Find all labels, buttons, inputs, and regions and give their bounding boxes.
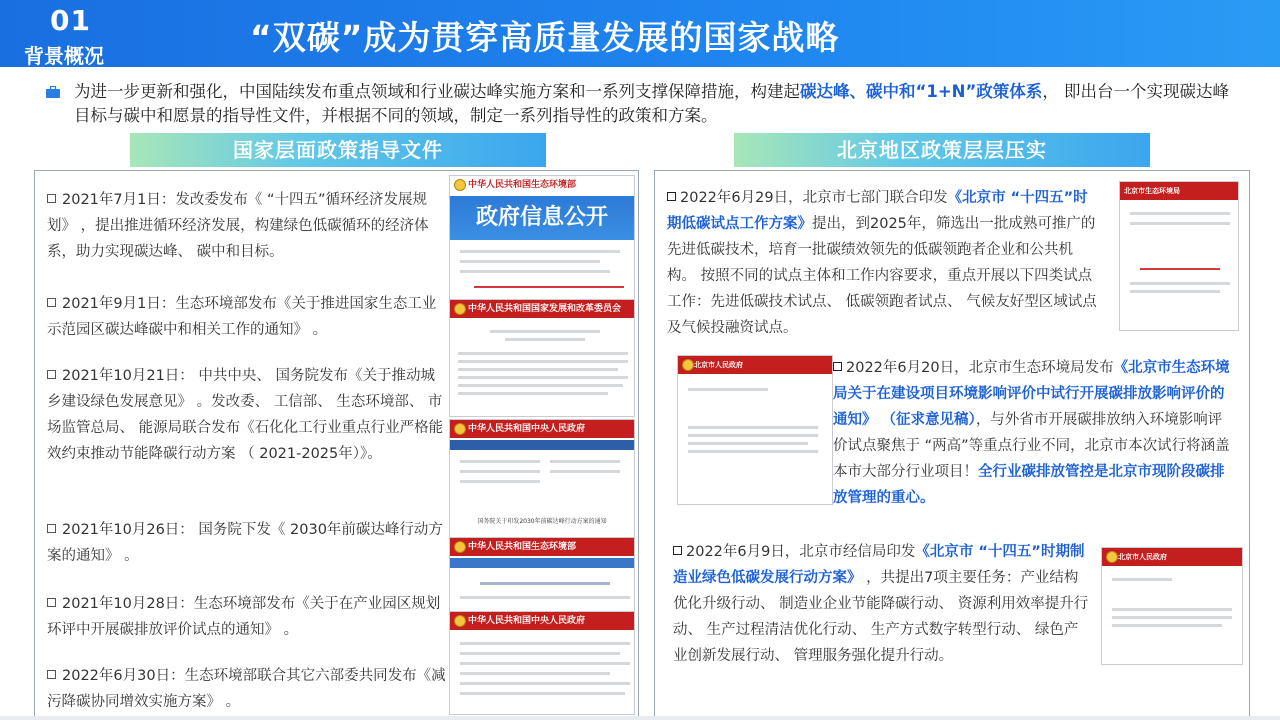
list-item-text: 2021年9月1日：生态环境部发布《关于推进国家生态工业示范园区碳达峰碳中和相关工作的通知》 。 bbox=[47, 296, 437, 338]
emblem-icon bbox=[454, 615, 466, 627]
doc-thumbnail-central-gov bbox=[449, 611, 635, 715]
emblem-icon bbox=[1106, 551, 1118, 563]
emblem-icon bbox=[454, 303, 466, 315]
list-item-text: 2022年6月30日：生态环境部联合其它六部委共同发布《减污降碳协同增效实施方案》 。 bbox=[47, 668, 446, 710]
checkbox-icon bbox=[667, 192, 676, 201]
list-item-highlight: 《北京市 “十四五”时期低碳试点工作方案》 bbox=[667, 190, 1088, 232]
list-item-highlight: 《北京市 “十四五”时期制造业绿色低碳发展行动方案》 bbox=[673, 544, 1085, 586]
list-item-highlight: 《北京市生态环境局关于在建设项目环境影响评价中试行开展碳排放影响评价的通知》 （征求意见稿） bbox=[833, 360, 1230, 428]
intro-text-before: 为进一步更新和强化，中国陆续发布重点领域和行业碳达峰实施方案和一系列支撑保障措施，构建起 bbox=[74, 82, 800, 101]
list-item bbox=[667, 185, 1101, 341]
checkbox-icon bbox=[47, 598, 56, 607]
doc-banner: 北京市人民政府 bbox=[678, 356, 832, 374]
doc-title: 政府信息公开 bbox=[450, 196, 634, 240]
intro-text bbox=[44, 80, 1244, 128]
doc-thumbnail-state-council bbox=[449, 419, 635, 539]
list-item bbox=[47, 187, 447, 265]
doc-banner: 中华人民共和国中央人民政府 bbox=[450, 420, 634, 438]
emblem-icon bbox=[682, 359, 694, 371]
list-item-text: 2021年10月26日： 国务院下发《 2030年前碳达峰行动方案的通知》 。 bbox=[47, 522, 443, 564]
checkbox-icon bbox=[833, 362, 842, 371]
doc-thumbnail-gov-info bbox=[449, 175, 635, 301]
checkbox-icon bbox=[47, 670, 56, 679]
beijing-policy-panel bbox=[654, 170, 1250, 718]
list-item-text: 2022年6月9日，北京市经信局印发 bbox=[686, 544, 916, 560]
doc-banner: 中华人民共和国生态环境部 bbox=[468, 180, 577, 190]
checkbox-icon bbox=[673, 546, 682, 555]
doc-banner: 北京市人民政府 bbox=[1102, 548, 1242, 566]
doc-banner: 北京市生态环境局 bbox=[1120, 182, 1238, 200]
checkbox-icon bbox=[47, 194, 56, 203]
bottom-strip bbox=[0, 716, 1280, 720]
emblem-icon bbox=[454, 179, 466, 191]
list-item bbox=[47, 363, 447, 467]
intro-text-after: ， 即出台一个实现碳达峰目标与碳中和愿景的指导性文件，并根据不同的领域，制定一系列指导性的政策和方案。 bbox=[74, 82, 1230, 125]
doc-thumbnail-ndrc bbox=[449, 299, 635, 417]
tab-beijing-policy: 北京地区政策层层压实 bbox=[734, 133, 1150, 167]
tab-national-policy: 国家层面政策指导文件 bbox=[130, 133, 546, 167]
intro-paragraph bbox=[44, 80, 1244, 128]
list-item bbox=[47, 663, 447, 715]
list-item-text: 2021年7月1日：发改委发布《 “十四五”循环经济发展规划》 ，提出推进循环经济发展，构建绿色低碳循环的经济体系，助力实现碳达峰、 碳中和目标。 bbox=[47, 192, 429, 260]
emblem-icon bbox=[454, 541, 466, 553]
list-item-text: 2021年10月28日：生态环境部发布《关于在产业园区规划环评中开展碳排放评价试点的通知》 。 bbox=[47, 596, 441, 638]
national-policy-panel bbox=[34, 170, 639, 718]
checkbox-icon bbox=[47, 524, 56, 533]
list-item-highlight: 全行业碳排放管控是北京市现阶段碳排放管理的重心。 bbox=[833, 464, 1225, 506]
doc-banner: 中华人民共和国生态环境部 bbox=[450, 538, 634, 556]
list-item bbox=[47, 517, 447, 569]
list-item-text: 提出，到2025年，筛选出一批成熟可推广的先进低碳技术，培育一批碳绩效领先的低碳领跑者企业和公共机构。 按照不同的试点主体和工作内容要求，重点开展以下四类试点工作：先进低碳技术试点、 低碳领跑者试点、 气候友好型区域试点及气候投融资试点。 bbox=[667, 216, 1097, 336]
checkbox-icon bbox=[47, 370, 56, 379]
checkbox-icon bbox=[47, 298, 56, 307]
doc-thumbnail-bj-gov-2 bbox=[1101, 547, 1243, 665]
section-number: 01 bbox=[50, 4, 91, 37]
list-item bbox=[47, 591, 447, 643]
doc-thumbnail-mee bbox=[449, 537, 635, 613]
doc-thumbnail-bj-gov-1 bbox=[677, 355, 833, 505]
doc-caption: 国务院关于印发2030年前碳达峰行动方案的通知 bbox=[477, 518, 607, 525]
header-bar bbox=[0, 0, 1280, 67]
intro-highlight: 碳达峰、碳中和“1+N”政策体系 bbox=[800, 82, 1043, 101]
list-item-text: ，与外省市开展碳排放纳入环境影响评价试点聚焦于 “两高”等重点行业不同，北京市本次试行将涵盖本市大部分行业项目！ bbox=[833, 412, 1230, 480]
emblem-icon bbox=[454, 423, 466, 435]
list-item-text: 2022年6月29日，北京市七部门联合印发 bbox=[680, 190, 948, 206]
list-item bbox=[47, 291, 447, 343]
section-name: 背景概况 bbox=[24, 44, 104, 68]
page-title: “双碳”成为贯穿高质量发展的国家战略 bbox=[250, 18, 840, 57]
list-item-text: 2021年10月21日： 中共中央、 国务院发布《关于推动城乡建设绿色发展意见》 。发改委、 工信部、 生态环境部、 市场监管总局、 能源局联合发布《石化化工行业重点行业严格能效约束推动节能降碳行动方案 （ 2021-2025年）》。 bbox=[47, 368, 444, 462]
list-item bbox=[833, 355, 1235, 511]
doc-banner: 中华人民共和国中央人民政府 bbox=[450, 612, 634, 630]
list-item-text: ，共提出7项主要任务：产业结构优化升级行动、 制造业企业节能降碳行动、 资源利用效率提升行动、 生产过程清洁优化行动、 生产方式数字转型行动、 绿色产业创新发展行动、 管理服务强化提升行动。 bbox=[673, 570, 1089, 664]
doc-banner: 中华人民共和国国家发展和改革委员会 bbox=[450, 300, 634, 318]
list-item bbox=[673, 539, 1091, 669]
briefcase-icon bbox=[46, 86, 60, 98]
doc-thumbnail-bj-eco bbox=[1119, 181, 1239, 331]
list-item-text: 2022年6月20日，北京市生态环境局发布 bbox=[846, 360, 1114, 376]
